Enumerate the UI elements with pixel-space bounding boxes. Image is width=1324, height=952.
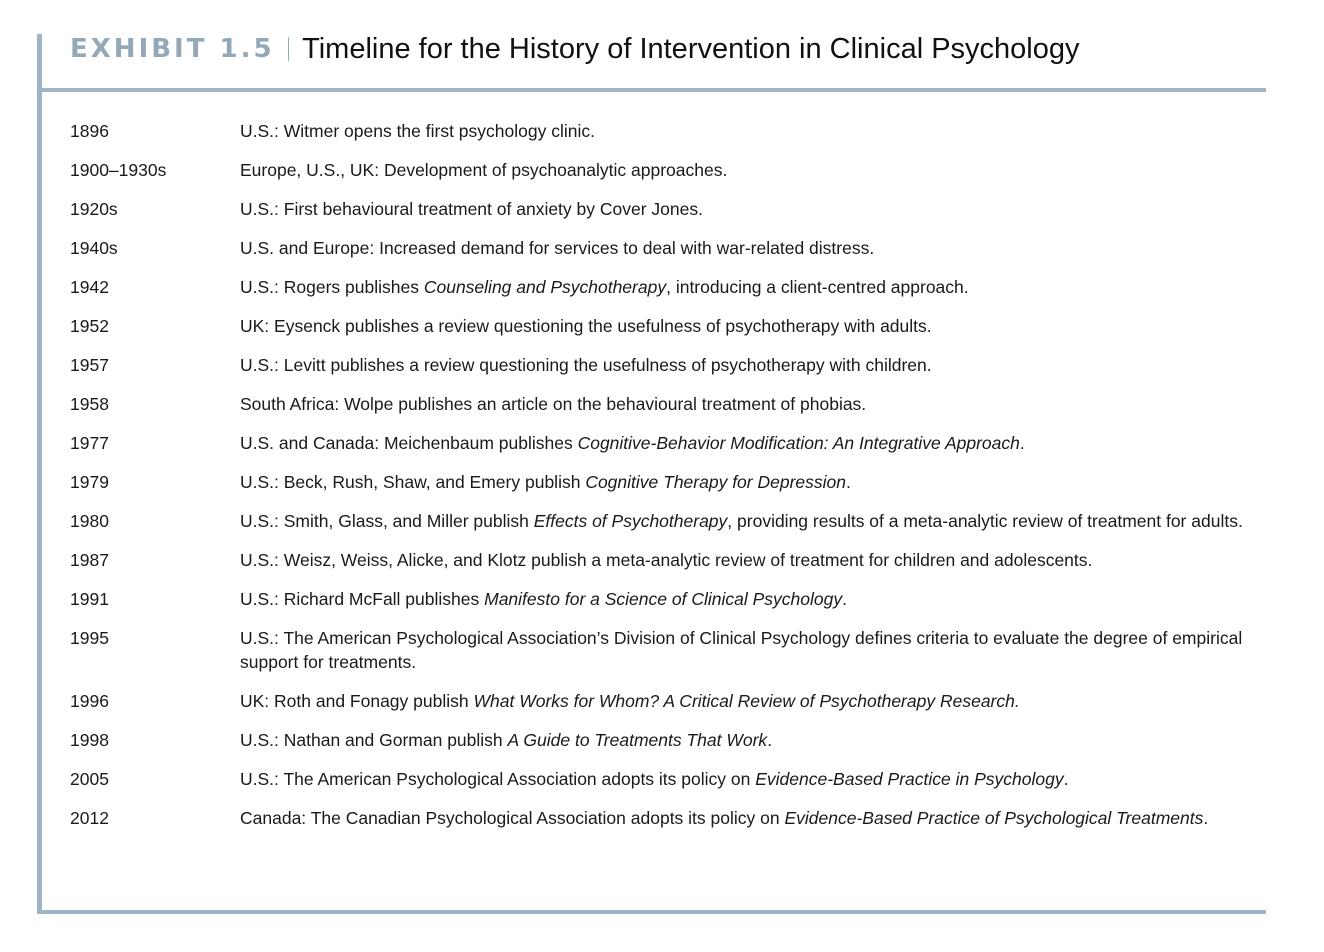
event-text: U.S. and Europe: Increased demand for services to deal with war-related distress. [240,238,875,258]
timeline-row [70,353,1260,377]
timeline-row [70,689,1260,713]
timeline-event [240,197,1260,221]
header-rule [42,88,1266,92]
timeline-year: 1979 [70,472,109,492]
event-text: , providing results of a meta-analytic review of treatment for adults. [727,511,1243,531]
timeline-row [70,392,1260,416]
exhibit-box [37,34,1266,914]
timeline-year: 1920s [70,199,118,219]
event-text: . [1063,769,1069,789]
timeline-event [240,119,1260,143]
event-text: . [846,472,851,492]
timeline-list [70,119,1260,845]
event-title-italic: A Guide to Treatments That Work [507,730,768,750]
event-title-italic: Evidence-Based Practice of Psychological Treatments [784,808,1204,828]
timeline-year: 1995 [70,628,109,648]
event-text: . [1019,433,1025,453]
event-title-italic: What Works for Whom? A Critical Review of Psychotherapy Research. [473,691,1020,711]
event-text: Europe, U.S., UK: Development of psychoanalytic approaches. [240,160,728,180]
timeline-year: 1942 [70,277,109,297]
timeline-row [70,548,1260,572]
timeline-year: 1996 [70,691,109,711]
event-text: U.S.: The American Psychological Association’s Division of Clinical Psychology defines criteria to evaluate the degree of empirical support for treatments. [240,628,1243,672]
timeline-event [240,548,1260,572]
timeline-row [70,197,1260,221]
timeline-row [70,314,1260,338]
timeline-event [240,806,1260,830]
timeline-row [70,806,1260,830]
timeline-row [70,509,1260,533]
event-title-italic: Counseling and Psychotherapy [423,277,667,297]
event-text: U.S.: Weisz, Weiss, Alicke, and Klotz publish a meta-analytic review of treatment for children and adolescents. [240,550,1093,570]
event-title-italic: Manifesto for a Science of Clinical Psychology [484,589,843,609]
exhibit-title: Timeline for the History of Intervention in Clinical Psychology [302,32,1080,65]
left-rule [37,34,42,914]
timeline-event [240,728,1260,752]
timeline-row [70,626,1260,674]
timeline-year: 1957 [70,355,109,375]
timeline-year: 1991 [70,589,109,609]
timeline-event [240,236,1260,260]
timeline-year: 2012 [70,808,109,828]
timeline-row [70,728,1260,752]
timeline-event [240,392,1260,416]
timeline-event [240,470,1260,494]
event-text: , introducing a client-centred approach. [666,277,969,297]
timeline-event [240,158,1260,182]
timeline-year: 1952 [70,316,109,336]
exhibit-label: EXHIBIT 1.5 [70,34,275,64]
title-separator [288,37,290,61]
timeline-year: 1896 [70,121,109,141]
event-title-italic: Cognitive Therapy for Depression [585,472,846,492]
event-text: . [1203,808,1209,828]
timeline-event [240,275,1260,299]
timeline-year: 1958 [70,394,109,414]
event-text: U.S.: Rogers publishes [240,277,424,297]
event-text: . [767,730,773,750]
timeline-row [70,119,1260,143]
timeline-year: 1977 [70,433,109,453]
timeline-year: 1998 [70,730,109,750]
event-text: U.S.: The American Psychological Association adopts its policy on [240,769,756,789]
event-text: U.S.: Smith, Glass, and Miller publish [240,511,534,531]
timeline-event [240,509,1260,533]
timeline-row [70,431,1260,455]
event-title-italic: Effects of Psychotherapy [533,511,728,531]
timeline-row [70,236,1260,260]
event-text: U.S.: Richard McFall publishes [240,589,485,609]
timeline-event [240,314,1260,338]
event-title-italic: Evidence-Based Practice in Psychology [755,769,1064,789]
timeline-year: 1980 [70,511,109,531]
event-text: U.S.: Levitt publishes a review questioning the usefulness of psychotherapy with children. [240,355,932,375]
event-text: U.S.: Beck, Rush, Shaw, and Emery publish [240,472,586,492]
timeline-event [240,767,1260,791]
timeline-event [240,626,1260,674]
timeline-year: 1900–1930s [70,160,167,180]
timeline-row [70,587,1260,611]
event-text: U.S.: First behavioural treatment of anxiety by Cover Jones. [240,199,703,219]
event-text: U.S.: Witmer opens the first psychology clinic. [240,121,595,141]
timeline-event [240,587,1260,611]
event-text: Canada: The Canadian Psychological Association adopts its policy on [240,808,785,828]
event-text: UK: Roth and Fonagy publish [240,691,474,711]
exhibit-header [70,34,1080,64]
timeline-event [240,431,1260,455]
timeline-row [70,158,1260,182]
event-text: UK: Eysenck publishes a review questioning the usefulness of psychotherapy with adults. [240,316,932,336]
timeline-row [70,767,1260,791]
timeline-year: 1987 [70,550,109,570]
timeline-row [70,275,1260,299]
timeline-row [70,470,1260,494]
event-title-italic: Cognitive-Behavior Modification: An Integrative Approach [577,433,1020,453]
event-text: . [842,589,847,609]
event-text: South Africa: Wolpe publishes an article on the behavioural treatment of phobias. [240,394,867,414]
bottom-rule [37,910,1266,914]
timeline-event [240,353,1260,377]
timeline-year: 2005 [70,769,109,789]
timeline-event [240,689,1260,713]
event-text: U.S. and Canada: Meichenbaum publishes [240,433,578,453]
timeline-year: 1940s [70,238,118,258]
event-text: U.S.: Nathan and Gorman publish [240,730,508,750]
